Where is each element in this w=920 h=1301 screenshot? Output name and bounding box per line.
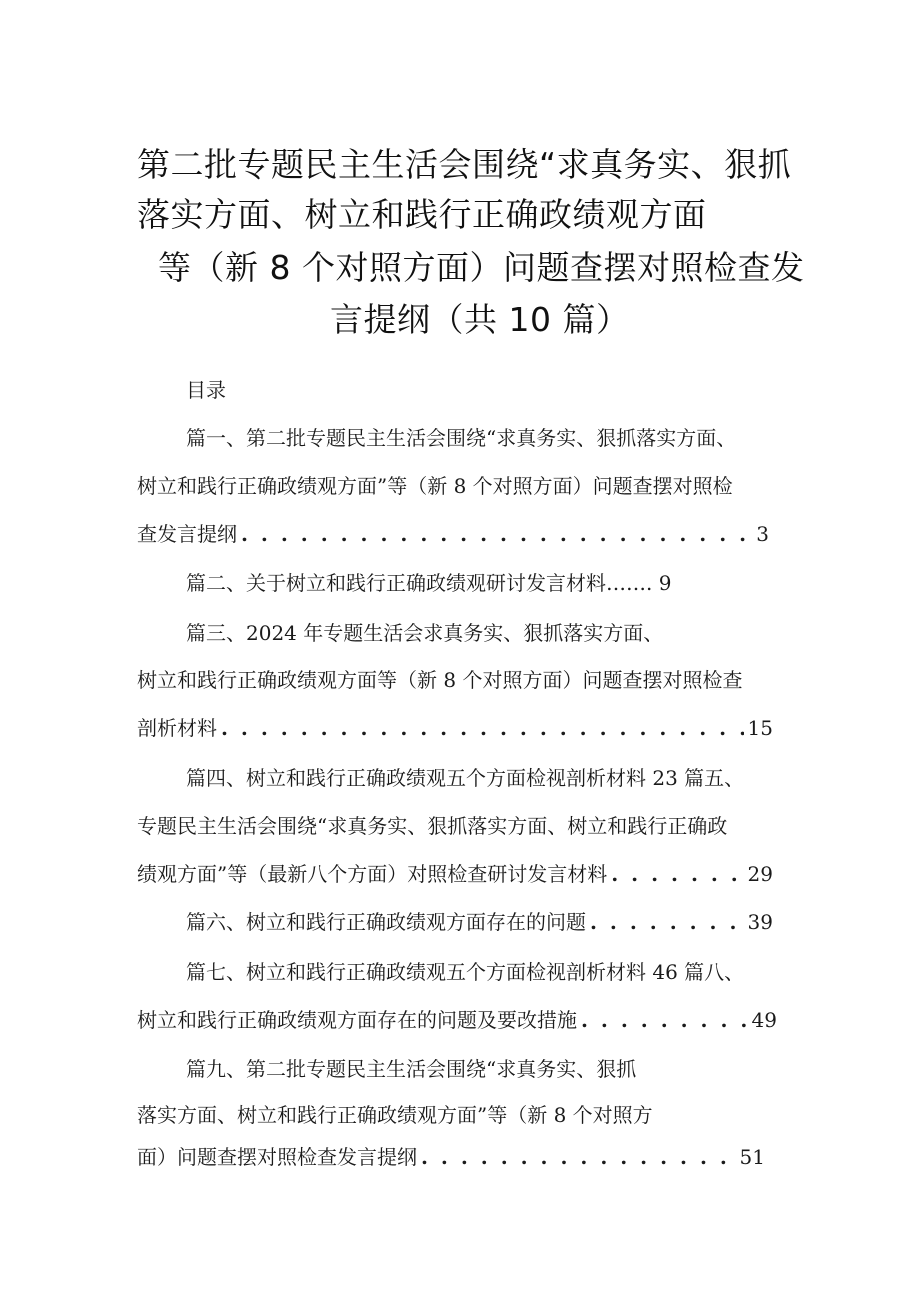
toc-entry-4-line-3: 绩观方面”等（最新八个方面）对照检查研讨发言材料 <box>137 862 608 886</box>
toc-entry-1-page: 3 <box>756 522 769 546</box>
title-line-1: 第二批专题民主生活会围绕“求真务实、狠抓 <box>137 145 792 184</box>
toc-entry-3-page: 15 <box>747 716 773 740</box>
toc-entry-5-line-1: 篇六、树立和践行正确政绩观方面存在的问题 <box>186 910 586 934</box>
title-line-3: 等（新 8 个对照方面）问题查摆对照检查发 <box>158 248 805 287</box>
toc-entry-3-leader[interactable] <box>137 714 773 742</box>
toc-entry-6-line-1: 篇七、树立和践行正确政绩观五个方面检视剖析材料 46 篇八、 <box>186 960 745 984</box>
toc-entry-3-line-1: 篇三、2024 年专题生活会求真务实、狠抓落实方面、 <box>186 621 664 645</box>
toc-entry-4-line-2: 专题民主生活会围绕“求真务实、狠抓落实方面、树立和践行正确政 <box>137 814 728 838</box>
toc-entry-6-line-2: 树立和践行正确政绩观方面存在的问题及要改措施 <box>137 1008 577 1032</box>
dot-leader <box>241 520 752 548</box>
toc-entry-4-line-1: 篇四、树立和践行正确政绩观五个方面检视剖析材料 23 篇五、 <box>186 766 745 790</box>
toc-entry-7-leader[interactable] <box>137 1143 765 1171</box>
toc-heading: 目录 <box>186 378 226 402</box>
toc-entry-2-line-1[interactable]: 篇二、关于树立和践行正确政绩观研讨发言材料……. 9 <box>186 571 672 595</box>
toc-entry-5-page: 39 <box>747 910 773 934</box>
dot-leader <box>590 908 744 936</box>
toc-entry-7-page: 51 <box>739 1145 765 1169</box>
toc-entry-1-line-3: 查发言提纲 <box>137 522 237 546</box>
toc-entry-1-line-2: 树立和践行正确政绩观方面”等（新 8 个对照方面）问题查摆对照检 <box>137 474 733 498</box>
toc-entry-4-page: 29 <box>747 862 773 886</box>
toc-entry-1-leader[interactable] <box>137 520 769 548</box>
toc-entry-7-line-2: 落实方面、树立和践行正确政绩观方面”等（新 8 个对照方 <box>137 1103 653 1127</box>
dot-leader <box>611 860 743 888</box>
toc-entry-6-page: 49 <box>751 1008 777 1032</box>
dot-leader <box>221 714 744 742</box>
toc-entry-1-line-1: 篇一、第二批专题民主生活会围绕“求真务实、狠抓落实方面、 <box>186 426 737 450</box>
title-line-2: 落实方面、树立和践行正确政绩观方面 <box>137 195 707 234</box>
dot-leader <box>581 1006 748 1034</box>
toc-entry-3-line-3: 剖析材料 <box>137 716 217 740</box>
toc-entry-7-line-3: 面）问题查摆对照检查发言提纲 <box>137 1145 417 1169</box>
toc-entry-3-line-2: 树立和践行正确政绩观方面等（新 8 个对照方面）问题查摆对照检查 <box>137 668 743 692</box>
toc-entry-4-leader[interactable] <box>137 860 773 888</box>
toc-entry-6-leader[interactable] <box>137 1006 777 1034</box>
title-line-4: 言提纲（共 10 篇） <box>330 300 630 339</box>
toc-entry-7-line-1: 篇九、第二批专题民主生活会围绕“求真务实、狠抓 <box>186 1057 637 1081</box>
toc-entry-5-leader[interactable] <box>186 908 773 936</box>
dot-leader <box>421 1143 736 1171</box>
